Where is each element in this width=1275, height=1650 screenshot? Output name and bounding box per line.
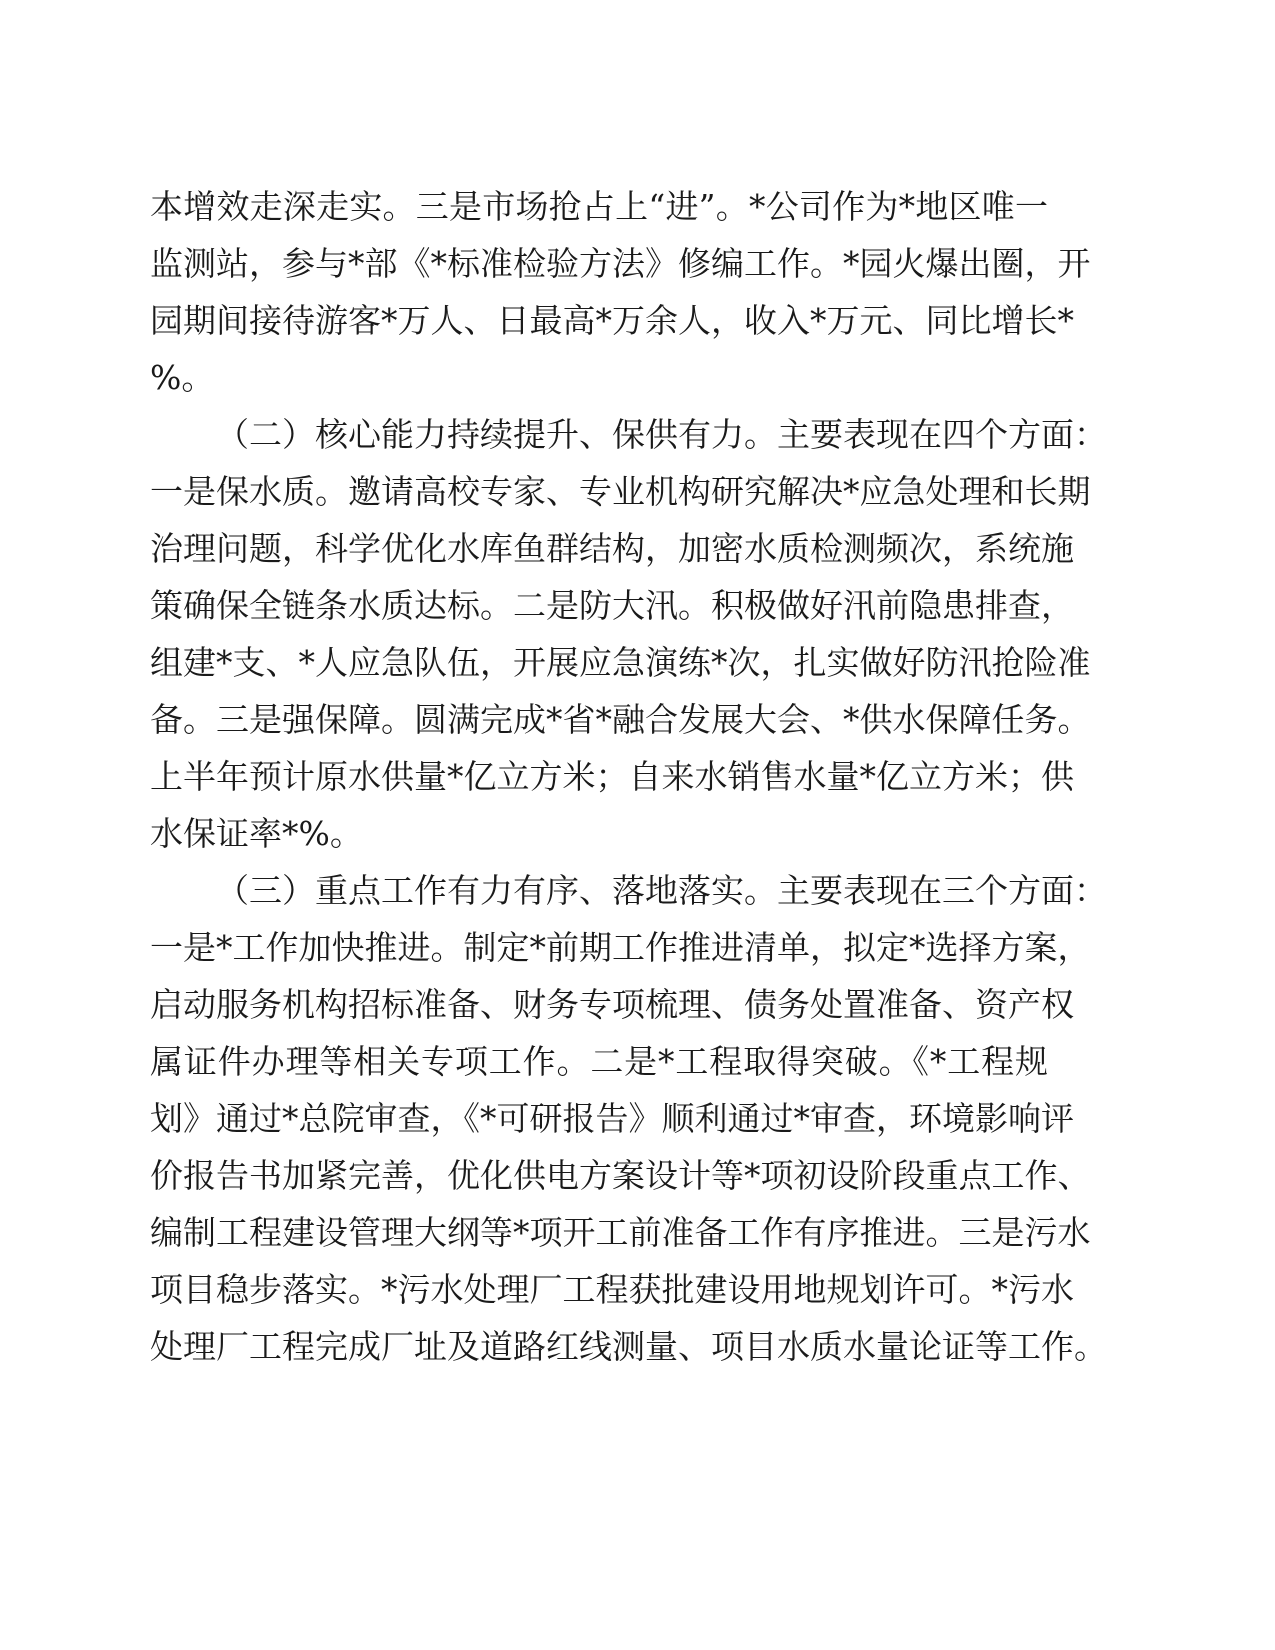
- text-line: 编制工程建设管理大纲等*项开工前准备工作有序推进。三是污水: [150, 1213, 1091, 1252]
- text-line: 属证件办理等相关专项工作。二是*工程取得突破。《*工程规: [150, 1042, 1048, 1081]
- text-line: 水保证率*%。: [150, 814, 363, 853]
- text-line: 监测站，参与*部《*标准检验方法》修编工作。*园火爆出圈，开: [150, 244, 1091, 283]
- text-line: 治理问题，科学优化水库鱼群结构，加密水质检测频次，系统施: [150, 529, 1074, 568]
- text-line: %。: [150, 358, 215, 397]
- paragraph-2: [150, 406, 1107, 862]
- text-line: 园期间接待游客*万人、日最高*万余人，收入*万元、同比增长*: [150, 301, 1074, 340]
- text-line: 备。三是强保障。圆满完成*省*融合发展大会、*供水保障任务。: [150, 700, 1091, 739]
- section-heading-line: （三）重点工作有力有序、落地落实。主要表现在三个方面：: [216, 871, 1107, 910]
- paragraph-3: [150, 862, 1107, 1375]
- document-page: [150, 178, 1107, 1375]
- text-line: 项目稳步落实。*污水处理厂工程获批建设用地规划许可。*污水: [150, 1270, 1074, 1309]
- text-line: 组建*支、*人应急队伍，开展应急演练*次，扎实做好防汛抢险准: [150, 643, 1091, 682]
- text-line: 本增效走深走实。三是市场抢占上“进”。*公司作为*地区唯一: [150, 187, 1048, 226]
- text-line: 一是保水质。邀请高校专家、专业机构研究解决*应急处理和长期: [150, 472, 1091, 511]
- text-line: 划》通过*总院审查，《*可研报告》顺利通过*审查，环境影响评: [150, 1099, 1074, 1138]
- text-line: 价报告书加紧完善，优化供电方案设计等*项初设阶段重点工作、: [150, 1156, 1091, 1195]
- paragraph-1: [150, 178, 1091, 406]
- section-heading-line: （二）核心能力持续提升、保供有力。主要表现在四个方面：: [216, 415, 1107, 454]
- text-line: 上半年预计原水供量*亿立方米；自来水销售水量*亿立方米；供: [150, 757, 1074, 796]
- text-line: 一是*工作加快推进。制定*前期工作推进清单，拟定*选择方案，: [150, 928, 1091, 967]
- text-line: 启动服务机构招标准备、财务专项梳理、债务处置准备、资产权: [150, 985, 1074, 1024]
- text-line: 策确保全链条水质达标。二是防大汛。积极做好汛前隐患排查，: [150, 586, 1074, 625]
- text-line: 处理厂工程完成厂址及道路红线测量、项目水质水量论证等工作。: [150, 1327, 1107, 1366]
